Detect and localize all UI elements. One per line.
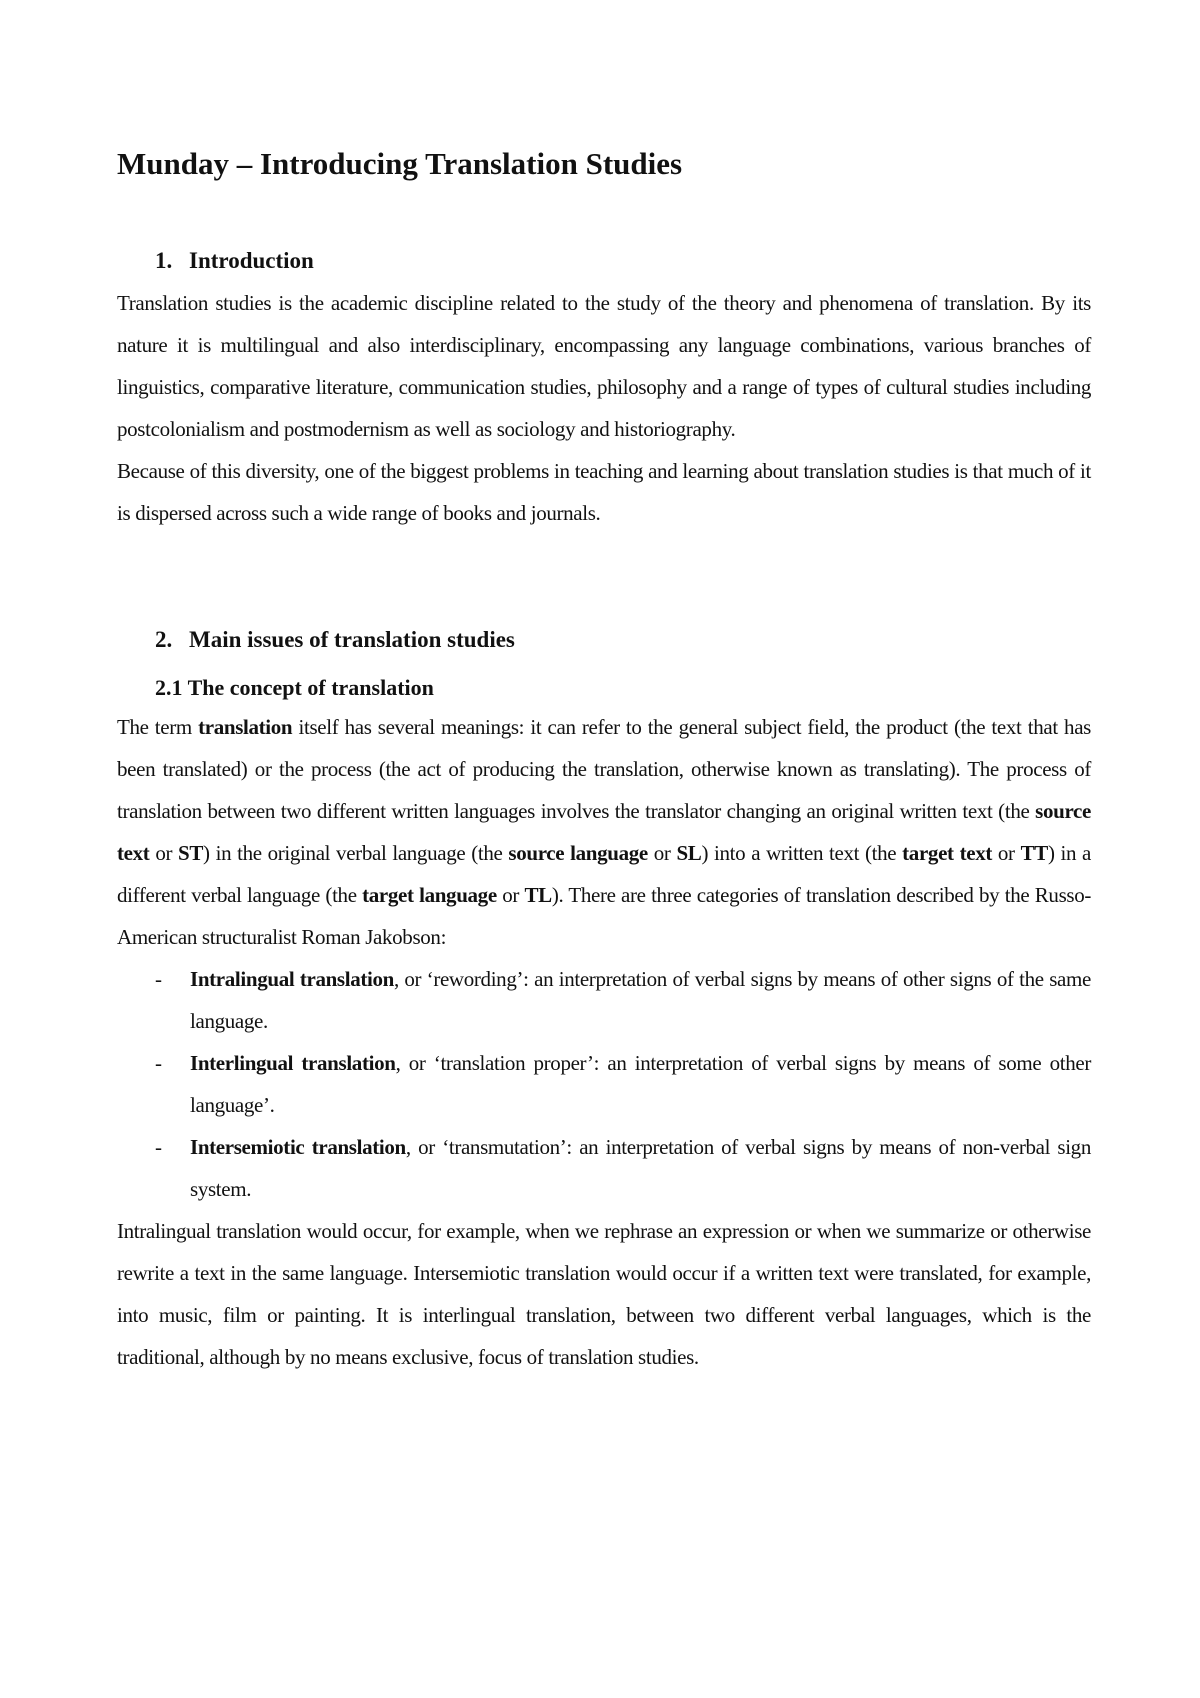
term-tt: TT	[1020, 841, 1048, 865]
document-title: Munday – Introducing Translation Studies	[117, 146, 683, 181]
bullet-term: Intralingual translation	[190, 967, 394, 991]
bullet-dash: -	[155, 1135, 162, 1159]
term-source-text: source text	[117, 799, 1091, 865]
section-2-body	[117, 706, 1091, 1378]
term-source-language: source language	[508, 841, 648, 865]
section-2-heading	[155, 625, 515, 655]
bullet-intersemiotic	[117, 1126, 1091, 1210]
bullet-intralingual	[117, 958, 1091, 1042]
concept-text-9: or	[496, 883, 525, 907]
concept-text-8: ) in a different verbal language (the	[117, 841, 1091, 907]
section-1-paragraph-1: Translation studies is the academic discipline related to the study of the theory and phenomena of translation. By its nature it is multilingual and also interdisciplinary, encompassing any language combinations, various branches of linguistics, comparative literature, communication studies, philosophy and a range of types of cultural studies including postcolonialism and postmodernism as well as sociology and historiography.	[117, 291, 1091, 441]
concept-text-7: or	[992, 841, 1021, 865]
bullet-text: , or ‘translation proper’: an interpretation of verbal signs by means of some other language’.	[190, 1051, 1091, 1117]
term-target-text: target text	[902, 841, 992, 865]
concept-paragraph	[117, 706, 1091, 958]
concept-text-1: The term	[117, 715, 199, 739]
section-2-title: Main issues of translation studies	[189, 627, 515, 652]
concept-text-6: ) into a written text (the	[701, 841, 903, 865]
concept-text-4: ) in the original verbal language (the	[203, 841, 509, 865]
section-2-number: 2.	[155, 627, 173, 652]
bullet-dash: -	[155, 1051, 162, 1075]
section-1-number: 1.	[155, 248, 173, 273]
concept-text-5: or	[647, 841, 677, 865]
section-1-paragraph-2: Because of this diversity, one of the biggest problems in teaching and learning about translation studies is that much of it is dispersed across such a wide range of books and journals.	[117, 459, 1091, 525]
section-1-title: Introduction	[189, 248, 314, 273]
bullet-dash: -	[155, 967, 162, 991]
bullet-term: Interlingual translation	[190, 1051, 396, 1075]
concept-text-10: ). There are three categories of translation described by the Russo-American structuralist Roman Jakobson:	[117, 883, 1092, 949]
bullet-term: Intersemiotic translation	[190, 1135, 406, 1159]
concept-text-3: or	[149, 841, 179, 865]
term-target-language: target language	[362, 883, 497, 907]
section-1-body	[117, 282, 1091, 534]
subsection-2-1-heading: 2.1 The concept of translation	[155, 675, 434, 700]
bullet-text: , or ‘rewording’: an interpretation of verbal signs by means of other signs of the same language.	[190, 967, 1091, 1033]
bullet-interlingual	[117, 1042, 1091, 1126]
term-tl: TL	[524, 883, 552, 907]
concept-text-2: itself has several meanings: it can refer to the general subject field, the product (the text that has been translated) or the process (the act of producing the translation, otherwise known as translating). The process of translation between two different written languages involves the translator changing an original written text (the	[117, 715, 1091, 823]
term-st: ST	[178, 841, 204, 865]
section-1-heading	[155, 246, 314, 276]
closing-paragraph: Intralingual translation would occur, for example, when we rephrase an expression or when we summarize or otherwise rewrite a text in the same language. Intersemiotic translation would occur if a written text were translated, for example, into music, film or painting. It is interlingual translation, between two different verbal languages, which is the traditional, although by no means exclusive, focus of translation studies.	[117, 1219, 1091, 1369]
bullet-text: , or ‘transmutation’: an interpretation of verbal signs by means of non-verbal sign system.	[190, 1135, 1091, 1201]
term-translation: translation	[198, 715, 293, 739]
term-sl: SL	[676, 841, 702, 865]
